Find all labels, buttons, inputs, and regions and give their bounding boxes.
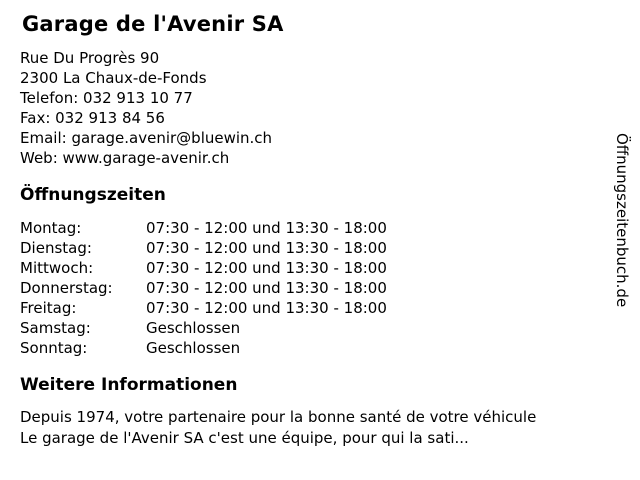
day-label: Samstag: [20,318,91,337]
hours-row-wednesday [20,258,600,278]
watermark-vertical-site-name: Öffnungszeitenbuch.de [613,133,631,308]
website-line: Web: www.garage-avenir.ch [20,149,230,168]
day-label: Sonntag: [20,338,88,357]
hours-row-friday [20,298,600,318]
hours-row-thursday [20,278,600,298]
time-value: Geschlossen [146,318,241,337]
phone-line: Telefon: 032 913 10 77 [20,89,193,108]
day-label: Dienstag: [20,238,92,257]
hours-row-tuesday [20,238,600,258]
address-city-line: 2300 La Chaux-de-Fonds [20,69,207,88]
time-value: 07:30 - 12:00 und 13:30 - 18:00 [146,298,387,317]
time-value: Geschlossen [146,338,241,357]
day-label: Freitag: [20,298,77,317]
time-value: 07:30 - 12:00 und 13:30 - 18:00 [146,278,387,297]
opening-hours-heading: Öffnungszeiten [20,185,166,206]
day-label: Montag: [20,218,82,237]
time-value: 07:30 - 12:00 und 13:30 - 18:00 [146,218,387,237]
page-title: Garage de l'Avenir SA [22,12,284,36]
day-label: Mittwoch: [20,258,94,277]
time-value: 07:30 - 12:00 und 13:30 - 18:00 [146,258,387,277]
hours-row-monday [20,218,600,238]
day-label: Donnerstag: [20,278,113,297]
address-street-line: Rue Du Progrès 90 [20,49,160,68]
info-line: Le garage de l'Avenir SA c'est une équipe, pour qui la sati... [20,428,469,447]
email-line: Email: garage.avenir@bluewin.ch [20,129,273,148]
contact-block [20,48,600,168]
more-information-heading: Weitere Informationen [20,374,238,395]
info-line: Depuis 1974, votre partenaire pour la bonne santé de votre véhicule [20,407,537,426]
hours-row-saturday [20,318,600,338]
hours-row-sunday [20,338,600,358]
time-value: 07:30 - 12:00 und 13:30 - 18:00 [146,238,387,257]
opening-hours-table [20,218,600,358]
fax-line: Fax: 032 913 84 56 [20,109,165,128]
more-information-text [20,407,600,449]
